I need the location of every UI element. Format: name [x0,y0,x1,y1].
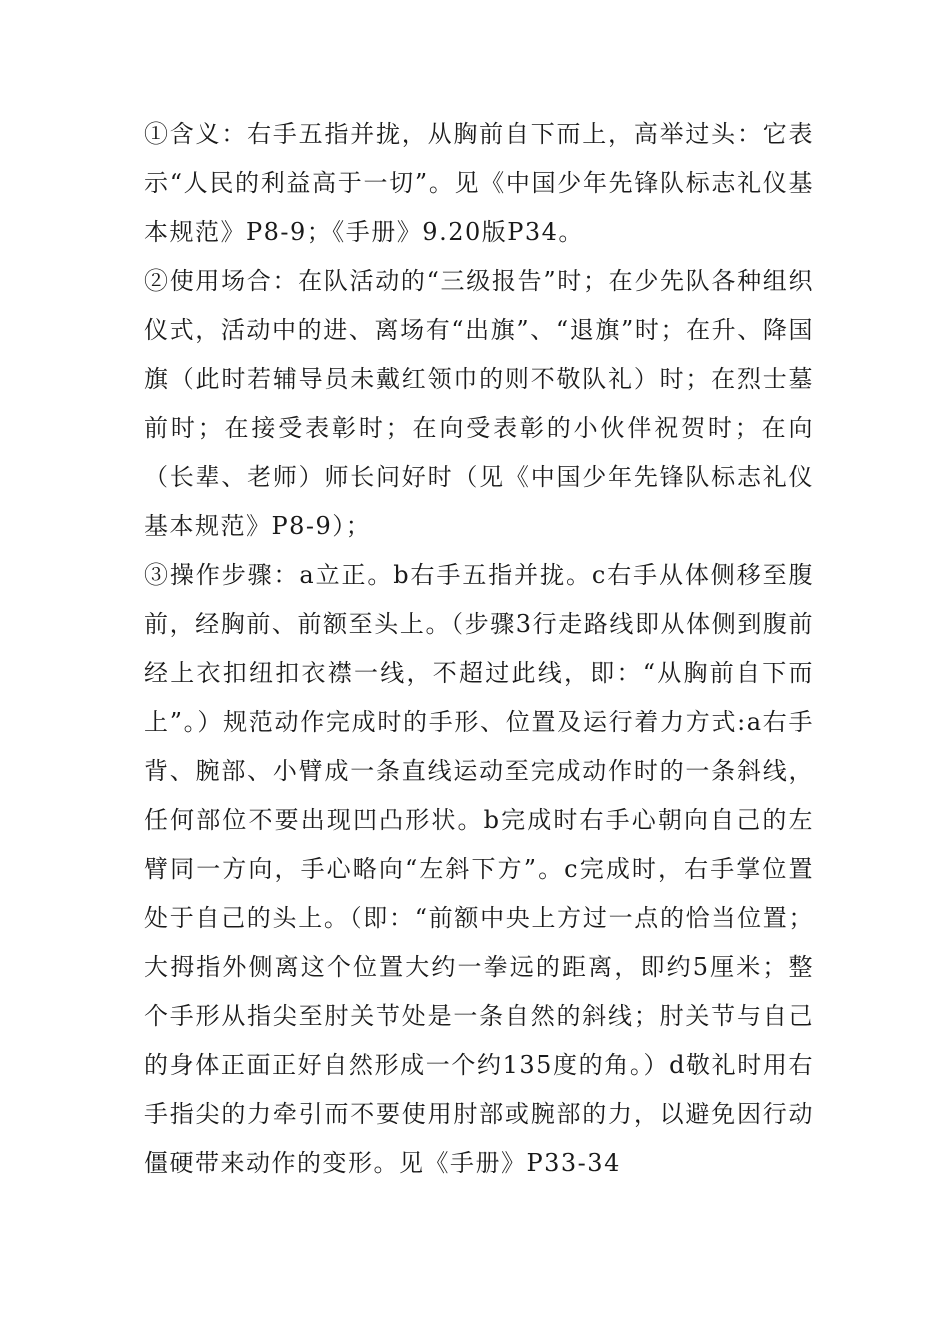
document-body [144,110,814,1188]
paragraph-meaning: ①含义：右手五指并拢，从胸前自下而上，高举过头：它表示“人民的利益高于一切”。见《中国少年先锋队标志礼仪基本规范》P8-9；《手册》9.20版P34。 [144,120,814,246]
paragraph-usage-occasions: ②使用场合：在队活动的“三级报告”时；在少先队各种组织仪式，活动中的进、离场有“出旗”、“退旗”时；在升、降国旗（此时若辅导员未戴红领巾的则不敬队礼）时；在烈士墓前时；在接受表彰时；在向受表彰的小伙伴祝贺时；在向（长辈、老师）师长问好时（见《中国少年先锋队标志礼仪基本规范》P8-9）； [144,267,814,540]
paragraph-operation-steps: ③操作步骤：a立正。b右手五指并拢。c右手从体侧移至腹前，经胸前、前额至头上。（步骤3行走路线即从体侧到腹前经上衣扣纽扣衣襟一线，不超过此线，即：“从胸前自下而上”。）规范动作完成时的手形、位置及运行着力方式:a右手背、腕部、小臂成一条直线运动至完成动作时的一条斜线，任何部位不要出现凹凸形状。b完成时右手心朝向自己的左臂同一方向，手心略向“左斜下方”。c完成时，右手掌位置处于自己的头上。（即：“前额中央上方过一点的恰当位置；大拇指外侧离这个位置大约一拳远的距离，即约5厘米；整个手形从指尖至肘关节处是一条自然的斜线；肘关节与自己的身体正面正好自然形成一个约135度的角。）d敬礼时用右手指尖的力牵引而不要使用肘部或腕部的力，以避免因行动僵硬带来动作的变形。见《手册》P33-34 [144,561,814,1177]
